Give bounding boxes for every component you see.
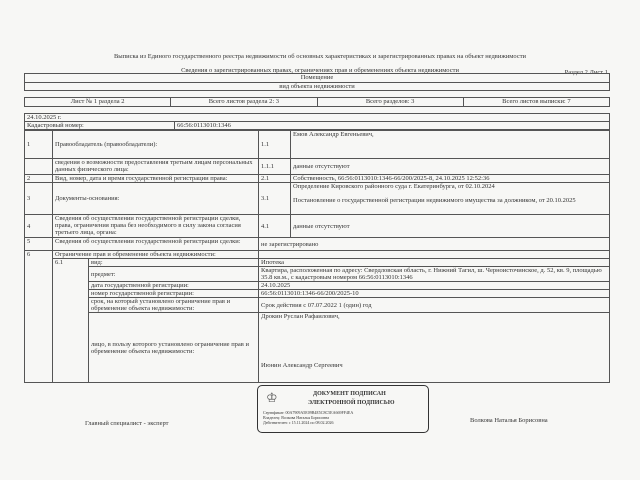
row-1-value: Емов Александр Евгеньевич,: [291, 131, 610, 159]
sheets-in-section: Всего листов раздела 2: 3: [171, 98, 317, 107]
encumbrance-value: Квартира, расположенная по адресу: Свердловская область, г. Нижний Тагил, ш. Черноисточинское, д. 52, кв. 9, площадью 35.8 кв.м., с кадастровым номером 66:56:0113010:1346: [259, 267, 610, 282]
row-3-num: 3: [25, 183, 53, 215]
row-1-1-1-value: данные отсутствуют: [291, 159, 610, 175]
header-table: [24, 73, 610, 91]
row-4-label: Сведения об осуществлении государственной регистрации сделки, права, ограничения права без необходимого в силу закона согласия третьего лица, органа:: [53, 215, 259, 238]
encumbrance-label: срок, на который установлено ограничение прав и обременение объекта недвижимости:: [89, 298, 259, 313]
document-subtitle: Сведения о зарегистрированных правах, ограничениях прав и обременениях объекта недвижимости: [181, 67, 459, 74]
row-1-sub: 1.1: [259, 131, 291, 159]
row-2-sub: 2.1: [259, 175, 291, 183]
row-6-label: Ограничение прав и обременение объекта недвижимости:: [53, 251, 259, 259]
row-3-value-1: Определение Кировского районного суда г. Екатеринбурга, от 02.10.2024: [293, 183, 495, 190]
encumbrance-label: вид:: [89, 259, 259, 267]
encumbrance-value: 66:56:0113010:1346-66/200/2025-10: [259, 290, 610, 298]
signer-position: Главный специалист - эксперт: [85, 420, 169, 427]
electronic-signature-stamp: [257, 385, 429, 433]
row-4-sub: 4.1: [259, 215, 291, 238]
row-1-num: 1: [25, 131, 53, 159]
row-3-label: Документы-основания:: [53, 183, 259, 215]
row-2-label: Вид, номер, дата и время государственной регистрации права:: [53, 175, 259, 183]
object-type-caption: вид объекта недвижимости: [25, 83, 610, 91]
sheet-number: Лист № 1 раздела 2: [25, 98, 171, 107]
coat-of-arms-icon: ♔: [266, 390, 278, 405]
signer-name: Волкова Наталья Борисовна: [470, 417, 548, 424]
row-5-label: Сведения об осуществлении государственной регистрации сделки:: [53, 238, 259, 251]
encumbrance-label: дата государственной регистрации:: [89, 282, 259, 290]
encumbrance-label: предмет:: [89, 267, 259, 282]
encumbrance-label: номер государственной регистрации:: [89, 290, 259, 298]
rights-table: [24, 130, 610, 383]
row-3-value-2: Постановление о государственной регистрации недвижимого имущества за должником, от 20.10.2025: [293, 197, 576, 204]
cadastral-number: 66:56:0113010:1346: [175, 122, 610, 130]
cadastral-table: [24, 113, 610, 130]
row-6-1-sub: 6.1: [53, 259, 89, 383]
encumbrance-value: Ипотека: [259, 259, 610, 267]
row-4-num: 4: [25, 215, 53, 238]
encumbrance-value: Срок действия с 07.07.2022 1 (один) год: [259, 298, 610, 313]
row-1-1-1-sub: 1.1.1: [259, 159, 291, 175]
row-4-value: данные отсутствуют: [291, 215, 610, 238]
stamp-validity: Действителен: с 15.11.2024 по 08.02.2026: [263, 420, 334, 425]
total-sheets: Всего листов выписки: 7: [463, 98, 609, 107]
row-3-sub: 3.1: [259, 183, 291, 215]
row-2-value: Собственность, 66:56:0113010:1346-66/200/2025-8, 24.10.2025 12:52:36: [291, 175, 610, 183]
encumbrance-label: лицо, в пользу которого установлено ограничение прав и обременение объекта недвижимости:: [89, 313, 259, 383]
object-type: Помещение: [25, 74, 610, 83]
row-1-1-1-label: сведения о возможности предоставления третьим лицам персональных данных физического лица:: [53, 159, 259, 175]
row-2-num: 2: [25, 175, 53, 183]
cadastral-label: Кадастровый номер:: [25, 122, 175, 130]
sheet-info-table: [24, 97, 610, 107]
document-title: Выписка из Единого государственного реестра недвижимости об основных характеристиках и зарегистрированных правах на объект недвижимости: [113, 53, 527, 60]
section-label: Раздел 2 Лист 1: [564, 69, 608, 76]
row-1-label: Правообладатель (правообладатели):: [53, 131, 259, 159]
row-5-value: не зарегистрировано: [259, 238, 610, 251]
stamp-owner: Владелец: Волкова Наталья Борисовна: [263, 415, 330, 420]
row-6-num: 6: [25, 251, 53, 383]
total-sections: Всего разделов: 3: [317, 98, 463, 107]
beneficiary-1: Дрокин Руслан Рафаилович,: [261, 313, 340, 320]
beneficiary-2: Июнин Александр Сергеевич: [261, 362, 343, 369]
stamp-cert: Сертификат: 00A7909A5E09B4E5C8C5EA669FF4EA: [263, 410, 354, 415]
encumbrance-value: 24.10.2025: [259, 282, 610, 290]
stamp-line-2: ЭЛЕКТРОННОЙ ПОДПИСЬЮ: [308, 400, 395, 406]
stamp-line-1: ДОКУМЕНТ ПОДПИСАН: [313, 391, 386, 397]
date: 24.10.2025 г.: [25, 114, 610, 122]
row-5-num: 5: [25, 238, 53, 251]
